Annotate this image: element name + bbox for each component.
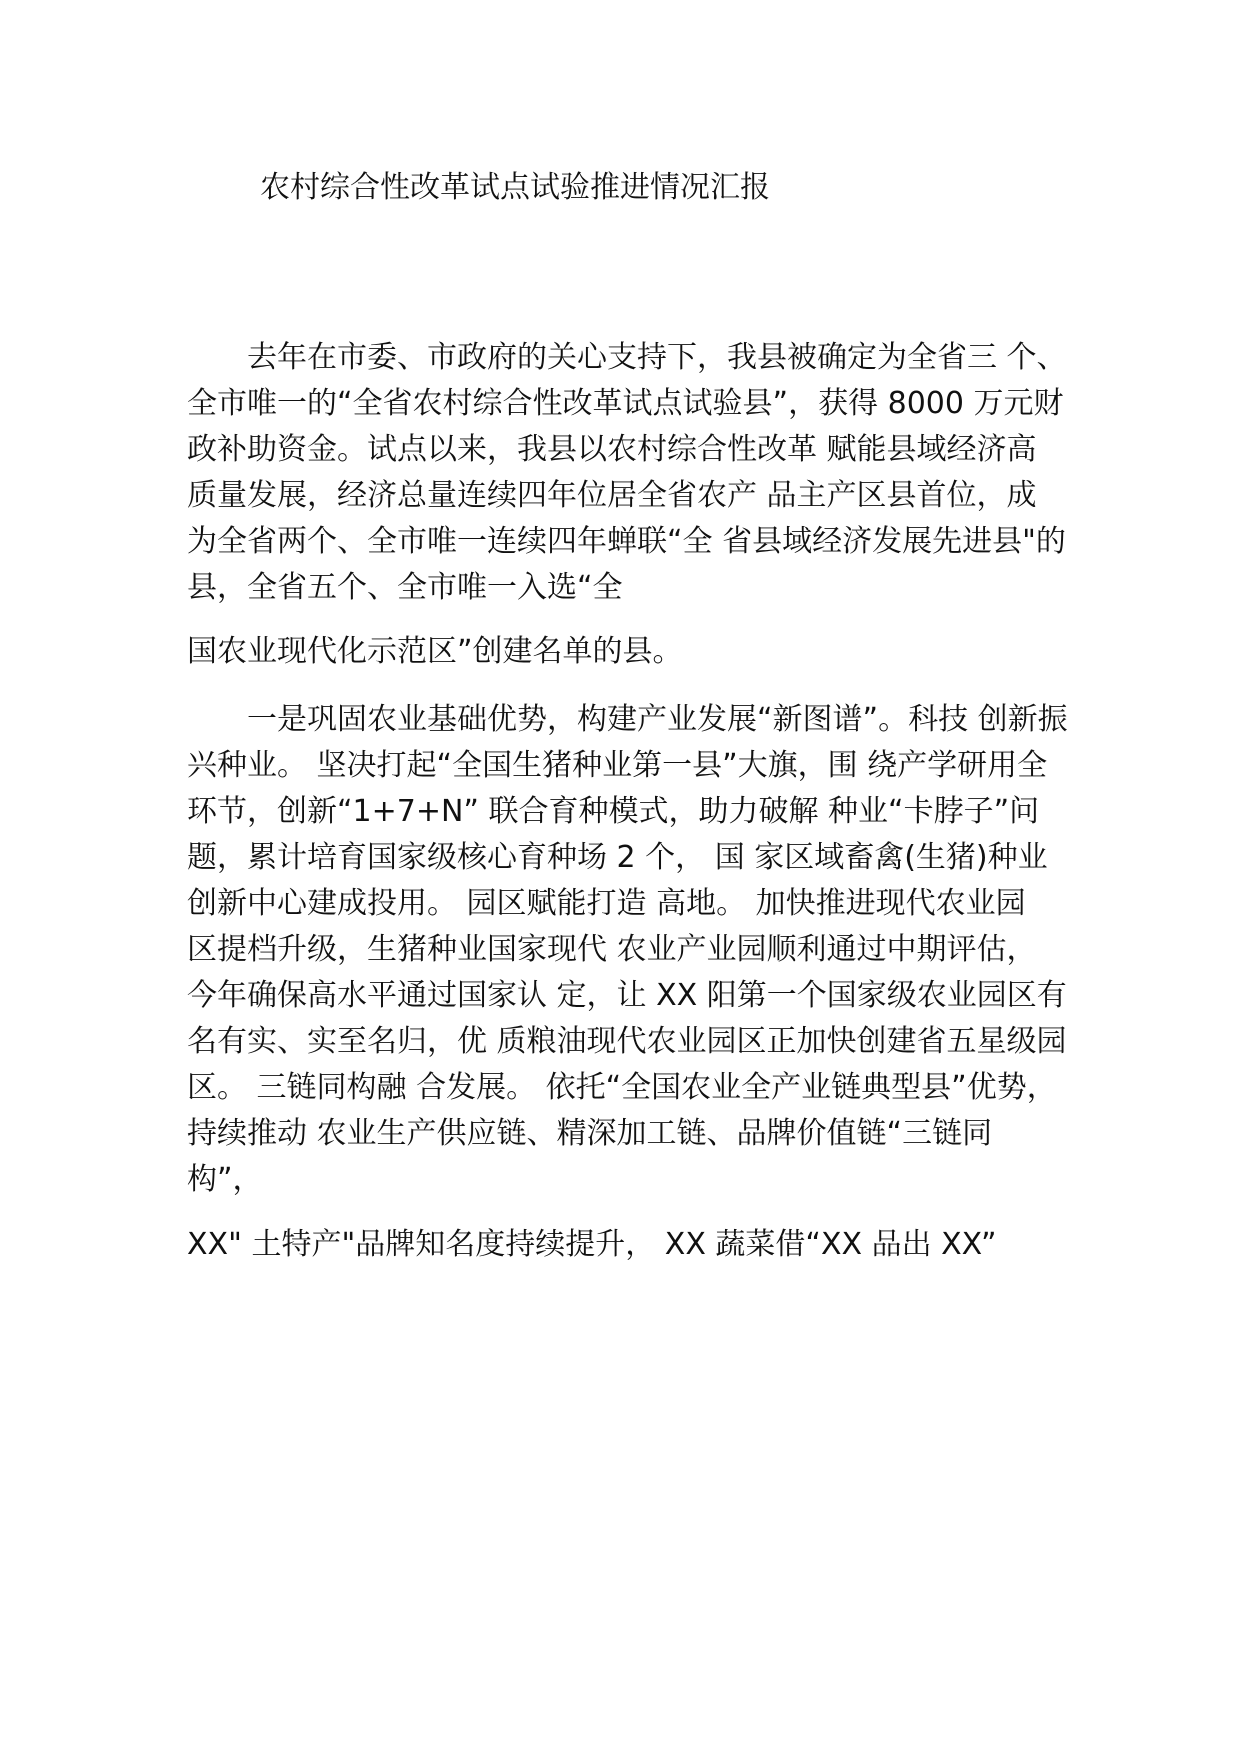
paragraph-2-line-11: 构”， [187, 1162, 263, 1197]
document-title: 农村综合性改革试点试验推进情况汇报 [260, 170, 770, 205]
paragraph-1-line-6: 县，全省五个、全市唯一入选“全 [187, 570, 623, 605]
paragraph-2-line-9: 区。 三链同构融 合发展。 依托“全国农业全产业链典型县”优势， [187, 1070, 1057, 1105]
paragraph-2-line-2: 兴种业。 坚决打起“全国生猪种业第一县”大旗，围 绕产学研用全 [187, 748, 1048, 783]
paragraph-2-line-8: 名有实、实至名归，优 质粮油现代农业园区正加快创建省五星级园 [187, 1024, 1067, 1059]
paragraph-1-line-2: 全市唯一的“全省农村综合性改革试点试验县”，获得 8000 万元财 [187, 386, 1064, 421]
paragraph-2-line-7: 今年确保高水平通过国家认 定，让 XX 阳第一个国家级农业园区有 [187, 978, 1067, 1013]
paragraph-2-line-5: 创新中心建成投用。 园区赋能打造 高地。 加快推进现代农业园 [187, 886, 1026, 921]
paragraph-2-line-6: 区提档升级，生猪种业国家现代 农业产业园顺利通过中期评估， [187, 932, 1037, 967]
paragraph-1-line-3: 政补助资金。试点以来，我县以农村综合性改革 赋能县域经济高 [187, 432, 1037, 467]
paragraph-1-line-1: 去年在市委、市政府的关心支持下，我县被确定为全省三 个、 [187, 340, 1067, 375]
paragraph-2-line-10: 持续推动 农业生产供应链、精深加工链、品牌价值链“三链同 [187, 1116, 993, 1151]
paragraph-3-line-1: XX" 土特产"品牌知名度持续提升， XX 蔬菜借“XX 品出 XX” [187, 1227, 997, 1262]
paragraph-1-line-4: 质量发展，经济总量连续四年位居全省农产 品主产区县首位，成 [187, 478, 1037, 513]
paragraph-2-line-4: 题，累计培育国家级核心育种场 2 个， 国 家区域畜禽(生猪)种业 [187, 840, 1048, 875]
paragraph-2-line-3: 环节，创新“1+7+N” 联合育种模式，助力破解 种业“卡脖子”问 [187, 794, 1040, 829]
paragraph-1-line-5: 为全省两个、全市唯一连续四年蝉联“全 省县域经济发展先进县"的 [187, 524, 1066, 559]
paragraph-1-line-7: 国农业现代化示范区”创建名单的县。 [187, 634, 683, 669]
paragraph-2-line-1: 一是巩固农业基础优势，构建产业发展“新图谱”。科技 创新振 [187, 702, 1068, 737]
